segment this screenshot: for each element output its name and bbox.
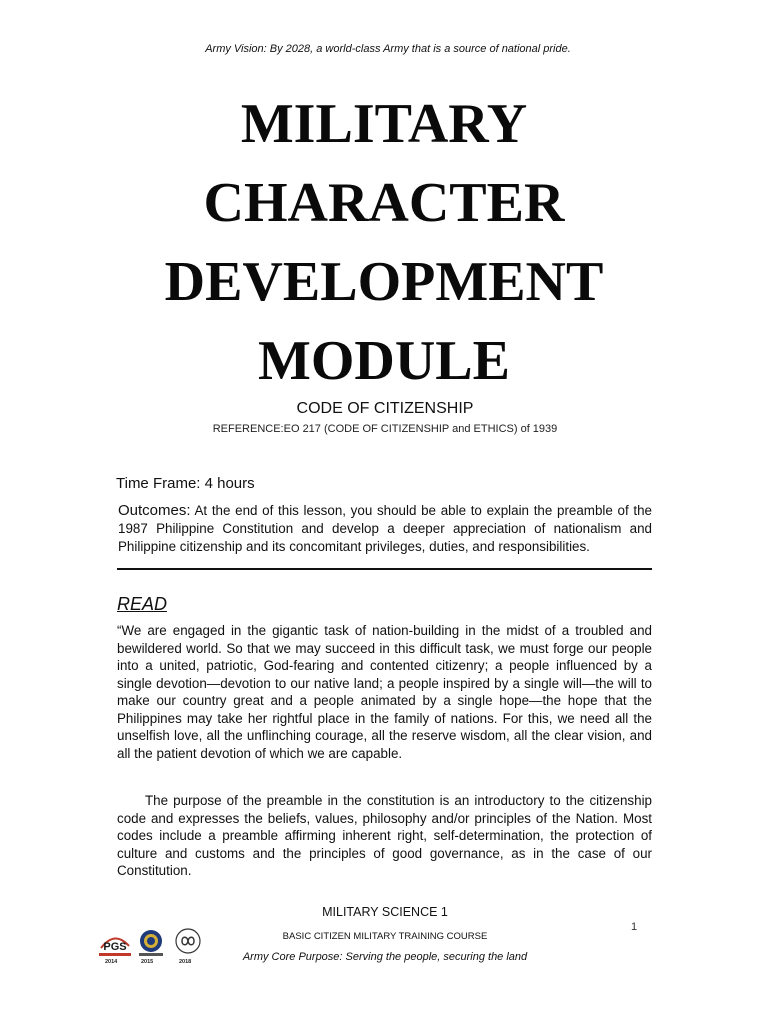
purpose-paragraph: The purpose of the preamble in the constitution is an introductory to the citizenship code and expresses the beliefs, values, philosophy and/or principles of the Nation. Most codes include a preamble affirming inherent right, self-determination, the protection of culture and customs and the principles of good governance, as in the case of our Constitution. [117, 793, 652, 878]
footer-core-purpose: Army Core Purpose: Serving the people, securing the land [242, 951, 528, 963]
logo-year: 2015 [141, 959, 154, 965]
pgs-logo-text: PGS [103, 941, 127, 953]
pgs-logo-icon [97, 928, 133, 960]
title-line: MODULE [258, 330, 510, 392]
title-line: MILITARY [240, 93, 528, 155]
read-heading: READ [117, 594, 168, 614]
outcomes-label: Outcomes: [118, 502, 191, 519]
footer-course: MILITARY SCIENCE 1 [322, 905, 448, 919]
time-frame: Time Frame: 4 hours [116, 475, 255, 492]
outcomes-paragraph [118, 502, 652, 556]
quote-paragraph: “We are engaged in the gigantic task of nation-building in the midst of a troubled and bewildered world. So that we may succeed in this difficult task, we must forge our people into a united, patriotic, God-fearing and contented citizenry; a people influenced by a single devotion—devotion to our native land; a people inspired by a single will—the will to make our country great and a people animated by a single hope—the hope that the Philippines may take her rightful place in the family of nations. For this, we need all the unselfish love, all the unflinching courage, all the reserve wisdom, all the clear vision, and all the patient devotion of which we are capable. [117, 623, 652, 761]
logo-year: 2014 [105, 959, 118, 965]
footer-logos [97, 928, 207, 970]
outcomes-text: At the end of this lesson, you should be able to explain the preamble of the 1987 Philippine Constitution and develop a deeper appreciation of nationalism and Philippine citizenship and its concomitant privileges, duties, and responsibilities. [118, 503, 652, 554]
page-number: 1 [631, 921, 638, 933]
footer-training: BASIC CITIZEN MILITARY TRAINING COURSE [282, 931, 488, 942]
module-subtitle: CODE OF CITIZENSHIP [296, 400, 474, 417]
title-line: CHARACTER [203, 172, 565, 234]
title-line: DEVELOPMENT [164, 251, 604, 313]
infinity-logo-icon [173, 928, 203, 958]
army-vision-header: Army Vision: By 2028, a world-class Army that is a source of national pride. [205, 43, 571, 55]
reference-line: REFERENCE:EO 217 (CODE OF CITIZENSHIP and ETHICS) of 1939 [212, 423, 558, 435]
module-title [0, 85, 768, 401]
section-divider [117, 568, 652, 570]
logo-year: 2018 [179, 959, 192, 965]
seal-logo-icon [137, 928, 165, 958]
